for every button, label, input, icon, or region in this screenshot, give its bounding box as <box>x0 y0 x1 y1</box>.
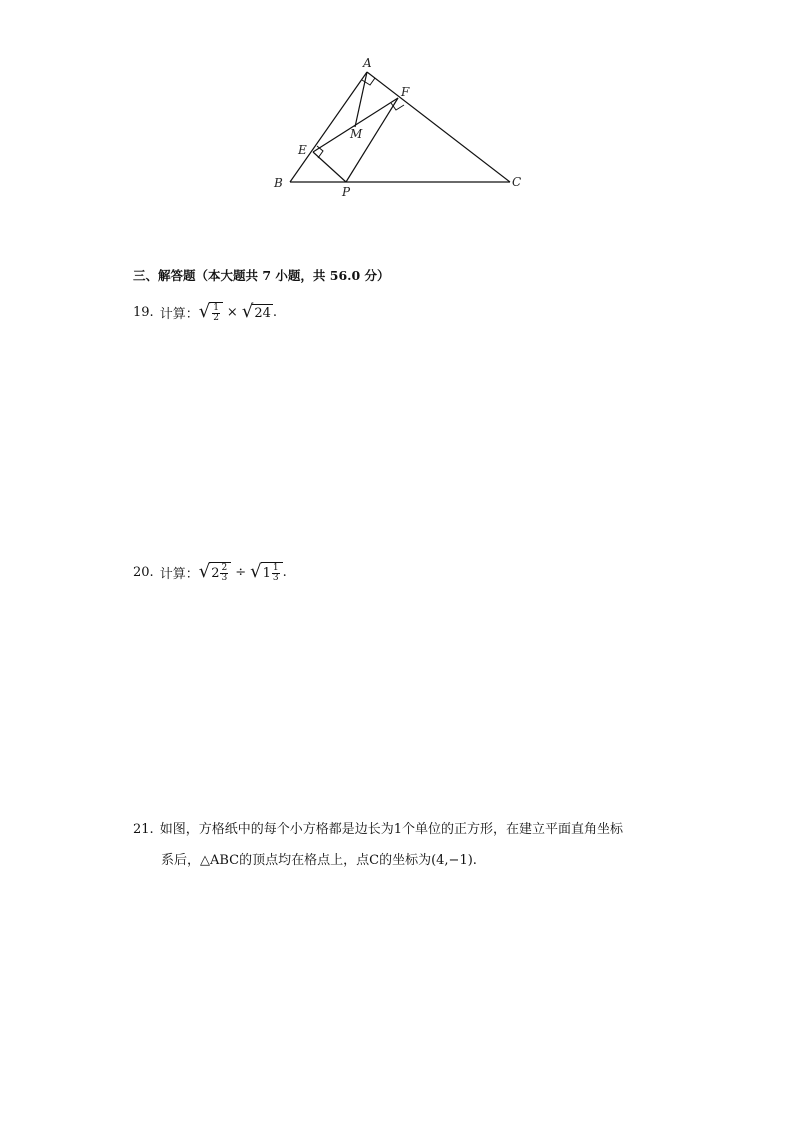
label-c: C <box>512 175 522 189</box>
question-prompt: 计算： <box>159 307 199 322</box>
fraction: $\frac{1}{3}$ <box>272 563 279 583</box>
triangle-figure <box>262 52 532 202</box>
question-21 <box>133 814 673 876</box>
sqrt-expression: √ 1 $\frac{1}{3}$ <box>250 562 283 583</box>
times-operator: × <box>226 305 238 320</box>
segment-ac <box>367 72 510 182</box>
sqrt-expression: √ 2 $\frac{2}{3}$ <box>199 562 232 583</box>
question-text-line2: 系后，△ABC的顶点均在格点上，点C的坐标为(4,−1). <box>161 853 477 868</box>
label-m: M <box>350 127 363 141</box>
right-angle-mark-f <box>391 103 404 110</box>
label-b: B <box>274 176 283 190</box>
sqrt-expression: √ 24 <box>241 300 271 322</box>
question-19: 19. 计算： √ $\frac{1}{2}$ × √ 24 . <box>133 300 277 323</box>
question-prompt: 计算： <box>159 567 199 582</box>
sqrt-expression <box>199 302 223 323</box>
question-20: 20. 计算： √ 2 $\frac{2}{3}$ ÷ √ 1 $\frac{1}{3}$ . <box>133 560 287 583</box>
radical-sign: √ <box>198 300 211 322</box>
radical-sign: √ <box>250 560 262 582</box>
label-f: F <box>401 85 410 99</box>
question-number: 19. <box>133 305 154 320</box>
fraction: $\frac{2}{3}$ <box>221 563 228 583</box>
question-number: 21. <box>133 822 154 837</box>
segment-pe <box>313 152 346 182</box>
label-e: E <box>298 143 307 157</box>
fraction: $\frac{1}{2}$ <box>213 303 219 323</box>
label-a: A <box>363 56 372 70</box>
section-heading: 三、解答题（本大题共 7 小题，共 56.0 分） <box>133 268 390 283</box>
divide-operator: ÷ <box>235 565 247 580</box>
question-number: 20. <box>133 565 154 580</box>
radical-sign: √ <box>198 560 211 582</box>
triangle-diagram <box>262 52 532 202</box>
radical-sign: √ <box>241 300 254 322</box>
label-p: P <box>342 185 351 199</box>
question-text-line1: 如图，方格纸中的每个小方格都是边长为1个单位的正方形，在建立平面直角坐标 <box>159 822 623 837</box>
